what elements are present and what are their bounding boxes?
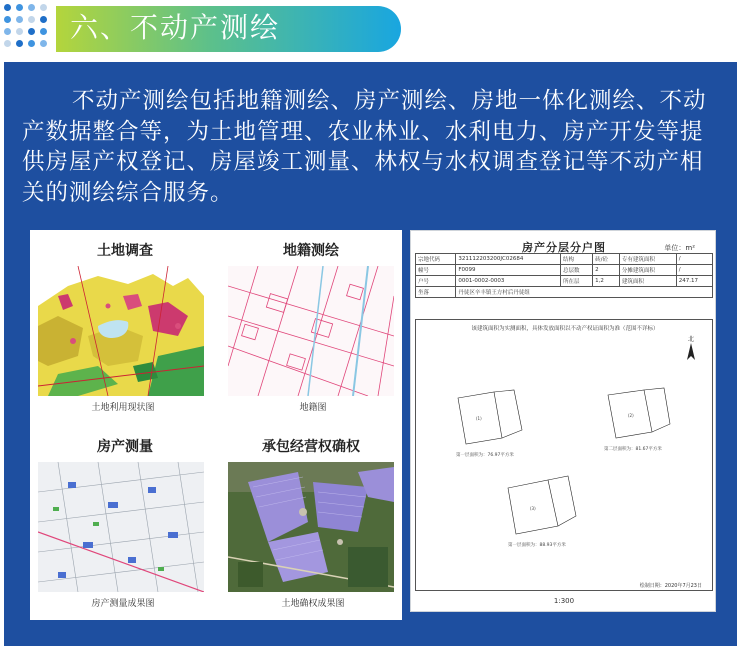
table-cell: / (676, 254, 712, 265)
table-cell: 247.17 (676, 276, 712, 287)
decorative-dot (4, 4, 11, 11)
svg-text:(3): (3) (530, 506, 536, 511)
table-cell: 所在层 (560, 276, 592, 287)
table-cell: 总层数 (560, 265, 592, 276)
floor-plan-drawing-area (415, 319, 713, 591)
floor-plan-label-1: 第一层面积为：76.97平方米 (456, 453, 514, 458)
floor-plan-document (410, 230, 716, 612)
table-row (416, 265, 713, 276)
table-row (416, 287, 713, 298)
decorative-dot (4, 28, 11, 35)
decorative-dot (40, 16, 47, 23)
floor-plan-info-table (415, 253, 713, 298)
gallery-title-cadastral: 地籍测绘 (283, 243, 339, 259)
decorative-dot (28, 16, 35, 23)
table-cell: 建筑面积 (619, 276, 676, 287)
gallery-caption-contract-rights: 土地确权成果图 (281, 599, 345, 609)
table-row (416, 276, 713, 287)
land-rights-map-image (228, 462, 394, 592)
table-cell: 分摊建筑面积 (619, 265, 676, 276)
table-cell: 丹徒区辛丰镇王方村后丹徒组 (456, 287, 713, 298)
table-cell: 户号 (416, 276, 456, 287)
table-cell: / (676, 265, 712, 276)
table-cell: 2 (593, 265, 620, 276)
decorative-dot (16, 28, 23, 35)
table-cell: 砖/砼 (593, 254, 620, 265)
gallery-caption-land-survey: 土地利用现状图 (91, 403, 155, 413)
decorative-dot (16, 4, 23, 11)
decorative-dot (28, 28, 35, 35)
table-row (416, 254, 713, 265)
decorative-dot (16, 40, 23, 47)
table-cell: 321112203200JC02684 (456, 254, 561, 265)
table-cell: F0099 (456, 265, 561, 276)
table-cell: 宗地代码 (416, 254, 456, 265)
svg-text:(2): (2) (628, 413, 634, 418)
cadastral-map-image (228, 266, 394, 396)
table-cell: 专有建筑面积 (619, 254, 676, 265)
decorative-dot (16, 16, 23, 23)
decorative-dot (28, 40, 35, 47)
table-cell: 0001-0002-0003 (456, 276, 561, 287)
floor-plan-date: 绘制日期：2020年7月23日 (639, 583, 702, 589)
decorative-dot (4, 16, 11, 23)
gallery-title-land-survey: 土地调查 (97, 243, 153, 259)
gallery-title-contract-rights: 承包经营权确权 (262, 439, 360, 455)
section-title: 六、不动产测绘 (70, 11, 281, 44)
floor-plan-scale: 1:300 (553, 597, 575, 605)
svg-text:(1): (1) (476, 416, 482, 421)
property-survey-map-image (38, 462, 204, 592)
intro-paragraph: 不动产测绘包括地籍测绘、房产测绘、房地一体化测绘、不动产数据整合等，为土地管理、农业林业、水利电力、房产开发等提供房屋产权登记、房屋竣工测量、林权与水权调查登记等不动产相关的测绘综合服务。 (22, 88, 707, 206)
land-use-map-image (38, 266, 204, 396)
floor-plan-label-2: 第二层面积为：81.67平方米 (604, 447, 662, 452)
decorative-dot (28, 4, 35, 11)
survey-gallery-card (30, 230, 402, 620)
floor-plan-note: 该建筑面积为实测面积，具体发放面积以不动产权证面积为准（范围不详标） (471, 326, 659, 332)
decorative-dot (40, 4, 47, 11)
floor-plan-label-3: 第一层面积为：88.93平方米 (508, 543, 566, 548)
table-cell: 结构 (560, 254, 592, 265)
floor-plan-unit: 单位：m² (664, 244, 695, 252)
decorative-dots (4, 4, 54, 50)
decorative-dot (40, 28, 47, 35)
table-cell: 坐落 (416, 287, 456, 298)
decorative-dot (40, 40, 47, 47)
table-cell: 幢号 (416, 265, 456, 276)
gallery-title-property-survey: 房产测量 (97, 439, 153, 455)
north-label: 北 (687, 336, 695, 343)
gallery-caption-property-survey: 房产测量成果图 (91, 599, 155, 609)
table-cell: 1,2 (593, 276, 620, 287)
floor-plan-title: 房产分层分户图 (522, 241, 606, 254)
gallery-caption-cadastral: 地籍图 (299, 403, 327, 413)
decorative-dot (4, 40, 11, 47)
